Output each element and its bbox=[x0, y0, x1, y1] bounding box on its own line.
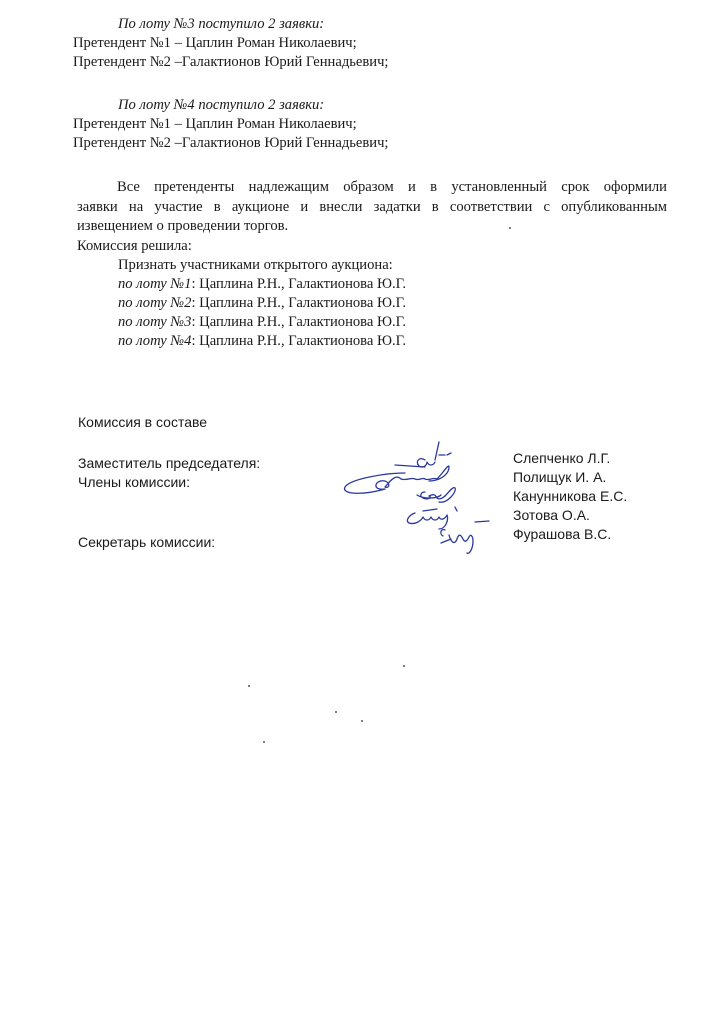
role-members: Члены комиссии: bbox=[78, 474, 191, 490]
member-name-3: Канунникова Е.С. bbox=[513, 488, 628, 504]
signature-3 bbox=[417, 488, 455, 503]
scan-speck bbox=[248, 685, 250, 687]
scan-speck bbox=[361, 720, 363, 722]
lot-label: по лоту №3 bbox=[118, 314, 192, 330]
scan-speck bbox=[403, 665, 405, 667]
scan-speck bbox=[509, 227, 511, 229]
lot-label: по лоту №4 bbox=[118, 333, 192, 349]
signature-2 bbox=[345, 465, 449, 493]
decision-lot-3 bbox=[118, 314, 406, 331]
lot-participants: : Цаплина Р.Н., Галактионова Ю.Г. bbox=[191, 333, 407, 349]
signatures bbox=[335, 435, 515, 565]
signature-1 bbox=[417, 442, 451, 467]
decision-lot-1 bbox=[118, 276, 406, 293]
decision-recognize: Признать участниками открытого аукциона: bbox=[118, 257, 393, 273]
lot4-applicant-2: Претендент №2 –Галактионов Юрий Геннадьевич; bbox=[73, 135, 389, 151]
lot-participants: : Цаплина Р.Н., Галактионова Ю.Г. bbox=[191, 314, 407, 330]
decision-lot-2 bbox=[118, 295, 406, 312]
scan-speck bbox=[263, 741, 265, 743]
member-name-2: Полищук И. А. bbox=[513, 469, 607, 485]
member-name-1: Слепченко Л.Г. bbox=[513, 450, 611, 466]
scan-speck bbox=[335, 711, 337, 713]
signature-4 bbox=[407, 507, 489, 529]
member-name-4: Зотова О.А. bbox=[513, 507, 590, 523]
lot4-heading: По лоту №4 поступило 2 заявки: bbox=[118, 97, 325, 113]
role-deputy-chair: Заместитель председателя: bbox=[78, 455, 261, 471]
lot3-applicant-2: Претендент №2 –Галактионов Юрий Геннадьевич; bbox=[73, 54, 389, 70]
lot3-heading: По лоту №3 поступило 2 заявки: bbox=[118, 16, 325, 32]
signature-5 bbox=[441, 530, 473, 554]
lot3-applicant-1: Претендент №1 – Цаплин Роман Николаевич; bbox=[73, 35, 357, 51]
role-secretary: Секретарь комиссии: bbox=[78, 534, 216, 550]
lot-label: по лоту №1 bbox=[118, 276, 192, 292]
commission-title: Комиссия в составе bbox=[78, 414, 208, 430]
statement-paragraph bbox=[77, 178, 667, 237]
statement-line-2: заявки на участие в аукционе и внесли задатки в соответствии с опубликованным bbox=[77, 198, 667, 215]
lot-participants: : Цаплина Р.Н., Галактионова Ю.Г. bbox=[191, 295, 407, 311]
decision-lot-4 bbox=[118, 333, 406, 350]
statement-line-1: Все претенденты надлежащим образом и в установленный срок оформили bbox=[117, 179, 667, 195]
statement-line-3: извещением о проведении торгов. bbox=[77, 218, 289, 234]
lot-label: по лоту №2 bbox=[118, 295, 192, 311]
decision-label: Комиссия решила: bbox=[77, 238, 192, 254]
lot4-applicant-1: Претендент №1 – Цаплин Роман Николаевич; bbox=[73, 116, 357, 132]
lot-participants: : Цаплина Р.Н., Галактионова Ю.Г. bbox=[191, 276, 407, 292]
member-name-5: Фурашова В.С. bbox=[513, 526, 612, 542]
